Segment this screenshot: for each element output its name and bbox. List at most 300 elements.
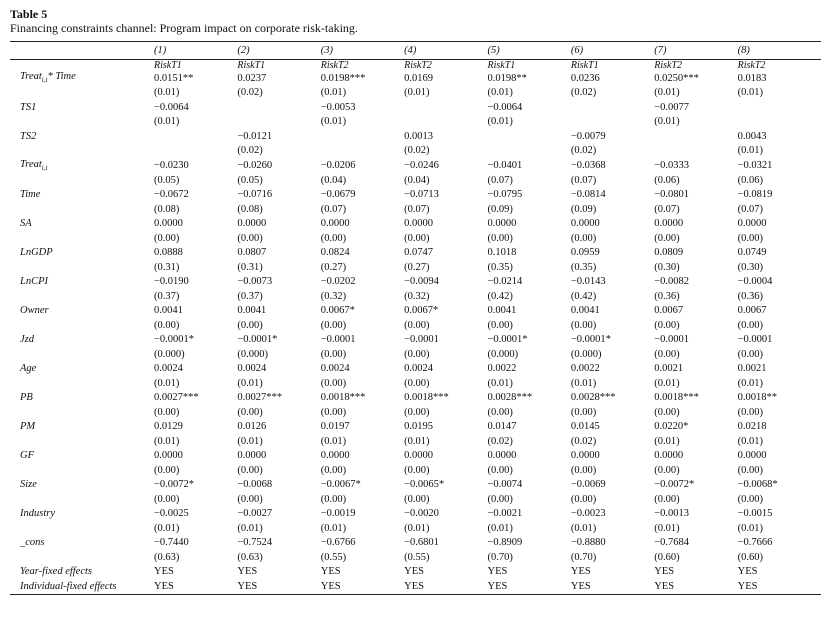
coefficient-cell: 0.0197 — [320, 421, 350, 433]
standard-error-cell: (0.36) — [737, 290, 763, 302]
standard-error-cell: (0.36) — [654, 290, 680, 302]
standard-error-cell: (0.01) — [487, 522, 513, 534]
coefficient-cell: 0.0237 — [237, 72, 267, 84]
standard-error-cell: (0.04) — [404, 174, 430, 186]
row-label-text: TS1 — [20, 101, 37, 113]
coefficient-cell: 0.0198** — [487, 72, 527, 84]
coefficient-cell: 0.0151** — [154, 72, 194, 84]
coefficient-cell: −0.7666 — [737, 537, 773, 549]
standard-error-row — [10, 522, 821, 537]
coefficient-cell: 0.0147 — [487, 421, 517, 433]
standard-error-cell: (0.00) — [570, 232, 597, 244]
row-label — [10, 275, 154, 290]
row-label — [10, 377, 154, 392]
coefficient-cell: −0.0053 — [320, 101, 356, 113]
coefficient-cell: 0.0000 — [570, 218, 600, 230]
standard-error-cell: (0.00) — [487, 232, 513, 244]
table-container — [10, 7, 821, 595]
coefficient-row — [10, 536, 821, 551]
coefficient-cell: −0.0067* — [320, 479, 361, 491]
row-label — [10, 246, 154, 261]
coefficient-cell: −0.0077 — [654, 101, 690, 113]
coefficient-cell: −0.0246 — [404, 160, 439, 172]
row-label-text: PB — [20, 392, 33, 404]
coefficient-row — [10, 159, 821, 174]
coefficient-cell: 0.0000 — [237, 450, 267, 462]
coefficient-cell: −0.0072* — [654, 479, 695, 491]
column-header: (8) — [738, 42, 821, 60]
standard-error-cell: (0.01) — [737, 145, 763, 157]
coefficient-row — [10, 304, 821, 319]
coefficient-cell: 0.0024 — [320, 363, 350, 375]
standard-error-cell: (0.00) — [654, 319, 680, 331]
dependent-variable-cell: RiskT2 — [404, 60, 432, 71]
standard-error-cell: (0.01) — [154, 435, 180, 447]
fixed-effects-cell: YES — [404, 566, 424, 578]
standard-error-row — [10, 464, 821, 479]
standard-error-cell: (0.01) — [737, 377, 763, 389]
row-label — [10, 261, 154, 276]
standard-error-cell: (0.09) — [487, 203, 513, 215]
coefficient-cell: −0.0001 — [320, 334, 356, 346]
standard-error-cell: (0.00) — [737, 232, 763, 244]
coefficient-cell: 0.0959 — [570, 247, 600, 259]
standard-error-cell: (0.02) — [237, 87, 263, 99]
standard-error-cell: (0.00) — [654, 493, 680, 505]
coefficient-cell: −0.0121 — [237, 130, 273, 142]
standard-error-cell: (0.01) — [487, 377, 513, 389]
fixed-effects-cell: YES — [320, 566, 341, 578]
standard-error-cell: (0.00) — [654, 406, 680, 418]
standard-error-row — [10, 115, 821, 130]
standard-error-row — [10, 144, 821, 159]
standard-error-cell: (0.00) — [737, 319, 763, 331]
coefficient-cell: −0.0814 — [570, 189, 606, 201]
standard-error-cell: (0.00) — [654, 464, 680, 476]
row-label — [10, 478, 154, 493]
standard-error-row — [10, 232, 821, 247]
table-body — [10, 60, 821, 595]
standard-error-cell: (0.70) — [487, 551, 513, 563]
row-label-text: Treat — [20, 158, 42, 170]
standard-error-cell — [488, 144, 571, 159]
coefficient-cell: −0.0190 — [154, 276, 189, 288]
row-label-text: Owner — [20, 305, 49, 317]
coefficient-cell: 0.0041 — [237, 305, 267, 317]
standard-error-cell: (0.00) — [737, 348, 763, 360]
coefficient-row — [10, 246, 821, 261]
coefficient-cell: −0.0094 — [404, 276, 439, 288]
coefficient-row — [10, 71, 821, 86]
standard-error-cell: (0.00) — [570, 493, 597, 505]
standard-error-cell: (0.27) — [320, 261, 347, 273]
standard-error-cell — [738, 115, 821, 130]
column-header: (7) — [654, 42, 737, 60]
coefficient-cell: −0.0679 — [320, 189, 356, 201]
row-label-text: Size — [20, 479, 37, 491]
standard-error-cell: (0.42) — [487, 290, 513, 302]
standard-error-cell: (0.01) — [237, 435, 263, 447]
standard-error-cell: (0.02) — [570, 435, 597, 447]
coefficient-cell — [237, 101, 320, 116]
standard-error-cell: (0.08) — [154, 203, 180, 215]
dependent-variable-cell: RiskT1 — [570, 60, 599, 71]
standard-error-cell: (0.37) — [154, 290, 180, 302]
coefficient-cell: 0.0027*** — [237, 392, 282, 404]
dependent-variable-cell: RiskT2 — [737, 60, 766, 71]
coefficient-cell: 0.0183 — [737, 72, 767, 84]
coefficient-cell — [321, 130, 404, 145]
fixed-effects-cell: YES — [570, 566, 591, 578]
standard-error-cell: (0.02) — [570, 87, 597, 99]
standard-error-cell: (0.01) — [404, 435, 430, 447]
coefficient-cell: 0.0198*** — [320, 72, 366, 84]
coefficient-cell: −0.0321 — [737, 160, 773, 172]
coefficient-cell: −0.0202 — [320, 276, 356, 288]
standard-error-cell: (0.00) — [320, 232, 347, 244]
coefficient-cell: −0.0065* — [404, 479, 445, 491]
standard-error-cell: (0.35) — [570, 261, 597, 273]
row-label — [10, 86, 154, 101]
coefficient-cell: −0.0001* — [237, 334, 278, 346]
coefficient-cell: 0.0000 — [320, 218, 350, 230]
coefficient-cell: 0.0000 — [570, 450, 600, 462]
row-label — [10, 304, 154, 319]
coefficient-row — [10, 101, 821, 116]
coefficient-cell: 0.0000 — [654, 218, 684, 230]
standard-error-cell: (0.60) — [654, 551, 680, 563]
standard-error-cell: (0.35) — [487, 261, 513, 273]
coefficient-cell: 0.0000 — [487, 218, 517, 230]
standard-error-row — [10, 435, 821, 450]
coefficient-cell: 0.0749 — [737, 247, 767, 259]
standard-error-cell: (0.01) — [654, 435, 680, 447]
coefficient-cell: −0.0021 — [487, 508, 523, 520]
coefficient-cell: 0.0018*** — [654, 392, 699, 404]
row-label — [10, 60, 154, 72]
fixed-effects-cell: YES — [404, 580, 487, 595]
standard-error-cell: (0.00) — [654, 232, 680, 244]
row-label-text: SA — [20, 218, 32, 230]
coefficient-cell: 0.0041 — [570, 305, 600, 317]
coefficient-cell — [404, 101, 487, 116]
coefficient-cell: 0.0043 — [737, 130, 767, 142]
coefficient-cell: 0.0022 — [487, 363, 517, 375]
row-label — [10, 362, 154, 377]
coefficient-cell: −0.7524 — [237, 537, 273, 549]
standard-error-cell: (0.07) — [320, 203, 347, 215]
coefficient-cell: −0.0401 — [487, 160, 523, 172]
coefficient-cell: 0.0024 — [237, 363, 267, 375]
coefficient-cell: −0.0001 — [654, 334, 690, 346]
row-label — [10, 348, 154, 363]
fixed-effects-cell: YES — [237, 580, 320, 595]
coefficient-cell: 0.1018 — [487, 247, 517, 259]
coefficient-cell — [654, 130, 737, 145]
row-label — [10, 174, 154, 189]
standard-error-cell: (0.37) — [237, 290, 263, 302]
standard-error-row — [10, 319, 821, 334]
standard-error-cell: (0.00) — [404, 406, 430, 418]
standard-error-cell: (0.00) — [487, 464, 513, 476]
row-label — [10, 319, 154, 334]
row-label — [10, 406, 154, 421]
dependent-variable-row — [10, 60, 821, 72]
coefficient-cell: 0.0888 — [154, 247, 183, 259]
coefficient-cell: 0.0000 — [654, 450, 684, 462]
standard-error-cell: (0.09) — [570, 203, 597, 215]
standard-error-cell: (0.000) — [487, 348, 519, 360]
standard-error-cell: (0.01) — [237, 377, 263, 389]
coefficient-cell: −0.0064 — [154, 101, 189, 113]
coefficient-cell: 0.0021 — [737, 363, 767, 375]
standard-error-cell: (0.70) — [570, 551, 597, 563]
standard-error-cell — [154, 144, 237, 159]
standard-error-cell: (0.00) — [237, 319, 263, 331]
table-title: Financing constraints channel: Program impact on corporate risk-taking. — [10, 21, 358, 35]
coefficient-cell: 0.0028*** — [570, 392, 616, 404]
row-label-text: Industry — [20, 508, 55, 520]
column-header: (4) — [404, 42, 487, 60]
coefficient-cell: 0.0220* — [654, 421, 689, 433]
coefficient-cell: 0.0169 — [404, 72, 433, 84]
standard-error-cell: (0.01) — [570, 522, 597, 534]
standard-error-cell: (0.07) — [737, 203, 763, 215]
standard-error-cell: (0.32) — [404, 290, 430, 302]
coefficient-cell: 0.0195 — [404, 421, 433, 433]
standard-error-cell — [404, 115, 487, 130]
dependent-variable-cell: RiskT2 — [654, 60, 683, 71]
standard-error-row — [10, 86, 821, 101]
coefficient-cell: −0.0143 — [570, 276, 606, 288]
coefficient-cell: −0.0068* — [737, 479, 778, 491]
coefficient-cell: −0.0004 — [737, 276, 773, 288]
standard-error-cell: (0.01) — [654, 377, 680, 389]
coefficient-cell: 0.0126 — [237, 421, 267, 433]
standard-error-cell: (0.01) — [737, 522, 763, 534]
fixed-effects-cell: YES — [738, 580, 821, 595]
row-label — [10, 101, 154, 116]
standard-error-cell: (0.000) — [154, 348, 185, 360]
standard-error-cell: (0.01) — [737, 435, 763, 447]
fixed-effects-cell: YES — [654, 566, 675, 578]
dependent-variable-cell: RiskT1 — [237, 60, 266, 71]
row-label — [10, 71, 154, 86]
standard-error-cell: (0.00) — [737, 493, 763, 505]
row-label-text: LnCPI — [20, 276, 49, 288]
coefficient-cell: 0.0013 — [404, 130, 433, 142]
column-header: (6) — [571, 42, 654, 60]
standard-error-row — [10, 493, 821, 508]
coefficient-row — [10, 217, 821, 232]
standard-error-cell: (0.30) — [737, 261, 763, 273]
coefficient-cell: −0.7684 — [654, 537, 690, 549]
row-label — [10, 435, 154, 450]
coefficient-cell: −0.0214 — [487, 276, 523, 288]
coefficient-cell: 0.0824 — [320, 247, 350, 259]
row-label: Year-fixed effects — [20, 566, 93, 578]
fixed-effects-cell: YES — [737, 566, 758, 578]
standard-error-cell: (0.63) — [154, 551, 180, 563]
standard-error-cell: (0.00) — [404, 348, 430, 360]
coefficient-cell: 0.0000 — [404, 450, 433, 462]
standard-error-row — [10, 290, 821, 305]
coefficient-cell: −0.0001 — [404, 334, 439, 346]
coefficient-cell: 0.0021 — [654, 363, 684, 375]
coefficient-cell: −0.0716 — [237, 189, 273, 201]
standard-error-cell: (0.00) — [570, 406, 597, 418]
standard-error-cell: (0.01) — [737, 87, 763, 99]
coefficient-cell: −0.0023 — [570, 508, 606, 520]
row-label — [10, 493, 154, 508]
standard-error-cell: (0.02) — [404, 145, 430, 157]
dependent-variable-cell: RiskT2 — [320, 60, 349, 71]
row-label-text: Age — [20, 363, 37, 375]
coefficient-cell: 0.0000 — [487, 450, 517, 462]
coefficient-row — [10, 362, 821, 377]
standard-error-cell: (0.00) — [570, 464, 597, 476]
row-label — [10, 159, 154, 174]
row-label-text: Jzd — [20, 334, 34, 346]
coefficient-cell: 0.0018** — [737, 392, 777, 404]
coefficient-cell: 0.0000 — [404, 218, 433, 230]
standard-error-cell: (0.02) — [237, 145, 263, 157]
coefficient-cell: 0.0129 — [154, 421, 183, 433]
standard-error-row — [10, 174, 821, 189]
coefficient-cell: 0.0000 — [154, 218, 183, 230]
standard-error-cell: (0.00) — [237, 406, 263, 418]
row-label: Individual-fixed effects — [10, 580, 154, 595]
coefficient-row — [10, 507, 821, 522]
standard-error-cell: (0.00) — [154, 232, 180, 244]
coefficient-cell: −0.0333 — [654, 160, 690, 172]
coefficient-cell: −0.0001* — [570, 334, 611, 346]
standard-error-row — [10, 551, 821, 566]
row-label — [10, 420, 154, 435]
standard-error-cell: (0.55) — [320, 551, 347, 563]
fixed-effects-cell: YES — [154, 566, 174, 578]
coefficient-row — [10, 275, 821, 290]
standard-error-cell: (0.000) — [237, 348, 268, 360]
standard-error-row — [10, 377, 821, 392]
coefficient-cell: −0.8909 — [487, 537, 523, 549]
standard-error-cell — [237, 115, 320, 130]
standard-error-cell: (0.01) — [404, 522, 430, 534]
coefficient-cell: 0.0028*** — [487, 392, 533, 404]
standard-error-cell: (0.00) — [237, 493, 263, 505]
standard-error-cell — [654, 144, 737, 159]
row-label-text: _cons — [20, 537, 45, 549]
coefficient-cell: 0.0067 — [737, 305, 767, 317]
row-label — [10, 188, 154, 203]
regression-table — [10, 41, 821, 595]
row-label-subscript: i,t — [41, 163, 48, 172]
standard-error-cell: (0.01) — [154, 87, 180, 99]
standard-error-row — [10, 203, 821, 218]
coefficient-cell: −0.8880 — [570, 537, 606, 549]
table-number: Table 5 — [10, 7, 48, 21]
coefficient-cell: −0.0013 — [654, 508, 690, 520]
column-header: (3) — [321, 42, 404, 60]
coefficient-cell: 0.0024 — [154, 363, 183, 375]
standard-error-cell: (0.06) — [737, 174, 763, 186]
standard-error-cell: (0.01) — [154, 116, 180, 128]
coefficient-cell: −0.0020 — [404, 508, 439, 520]
standard-error-cell: (0.00) — [154, 319, 180, 331]
coefficient-cell: 0.0041 — [154, 305, 183, 317]
fixed-effects-row — [10, 565, 821, 580]
standard-error-row — [10, 406, 821, 421]
column-header: (2) — [237, 42, 320, 60]
coefficient-row — [10, 130, 821, 145]
fixed-effects-cell: YES — [571, 580, 654, 595]
standard-error-cell: (0.02) — [487, 435, 513, 447]
standard-error-cell: (0.00) — [404, 377, 430, 389]
coefficient-cell: −0.0027 — [237, 508, 273, 520]
standard-error-cell: (0.00) — [320, 406, 347, 418]
coefficient-cell: 0.0067* — [404, 305, 439, 317]
coefficient-cell: −0.0230 — [154, 160, 189, 172]
standard-error-cell: (0.01) — [654, 87, 680, 99]
coefficient-cell: 0.0027*** — [154, 392, 199, 404]
standard-error-cell: (0.01) — [320, 116, 347, 128]
coefficient-cell: −0.6801 — [404, 537, 439, 549]
coefficient-cell — [738, 101, 821, 116]
standard-error-cell: (0.000) — [570, 348, 602, 360]
coefficient-cell: 0.0018*** — [320, 392, 366, 404]
coefficient-cell: −0.0672 — [154, 189, 189, 201]
coefficient-cell: 0.0024 — [404, 363, 433, 375]
row-label — [10, 232, 154, 247]
row-label — [10, 333, 154, 348]
coefficient-cell: 0.0022 — [570, 363, 600, 375]
dependent-variable-cell: RiskT1 — [154, 60, 182, 71]
standard-error-cell: (0.01) — [154, 522, 180, 534]
coefficient-cell: 0.0018*** — [404, 392, 449, 404]
standard-error-cell: (0.00) — [404, 232, 430, 244]
coefficient-cell: −0.0819 — [737, 189, 773, 201]
standard-error-cell: (0.01) — [570, 377, 597, 389]
coefficient-cell: −0.0801 — [654, 189, 690, 201]
column-header: (5) — [488, 42, 571, 60]
coefficient-cell: −0.0069 — [570, 479, 606, 491]
standard-error-cell: (0.08) — [237, 203, 263, 215]
standard-error-cell: (0.01) — [237, 522, 263, 534]
standard-error-cell: (0.00) — [237, 464, 263, 476]
row-label-text: LnGDP — [20, 247, 53, 259]
standard-error-cell: (0.01) — [320, 522, 347, 534]
standard-error-cell: (0.00) — [737, 406, 763, 418]
standard-error-cell: (0.00) — [487, 319, 513, 331]
fixed-effects-cell: YES — [654, 580, 737, 595]
coefficient-cell: −0.0068 — [237, 479, 273, 491]
row-label-subscript: i,t — [41, 76, 48, 85]
standard-error-cell: (0.01) — [320, 87, 347, 99]
coefficient-cell: −0.0260 — [237, 160, 273, 172]
coefficient-row — [10, 478, 821, 493]
standard-error-cell: (0.00) — [320, 377, 347, 389]
row-label-suffix: * Time — [47, 71, 76, 82]
row-label — [10, 144, 154, 159]
standard-error-cell: (0.07) — [570, 174, 597, 186]
standard-error-cell: (0.01) — [654, 522, 680, 534]
standard-error-cell: (0.00) — [320, 348, 347, 360]
row-label — [10, 203, 154, 218]
coefficient-cell: 0.0145 — [570, 421, 600, 433]
standard-error-cell: (0.01) — [320, 435, 347, 447]
coefficient-cell: −0.0206 — [320, 160, 356, 172]
standard-error-cell: (0.07) — [404, 203, 430, 215]
